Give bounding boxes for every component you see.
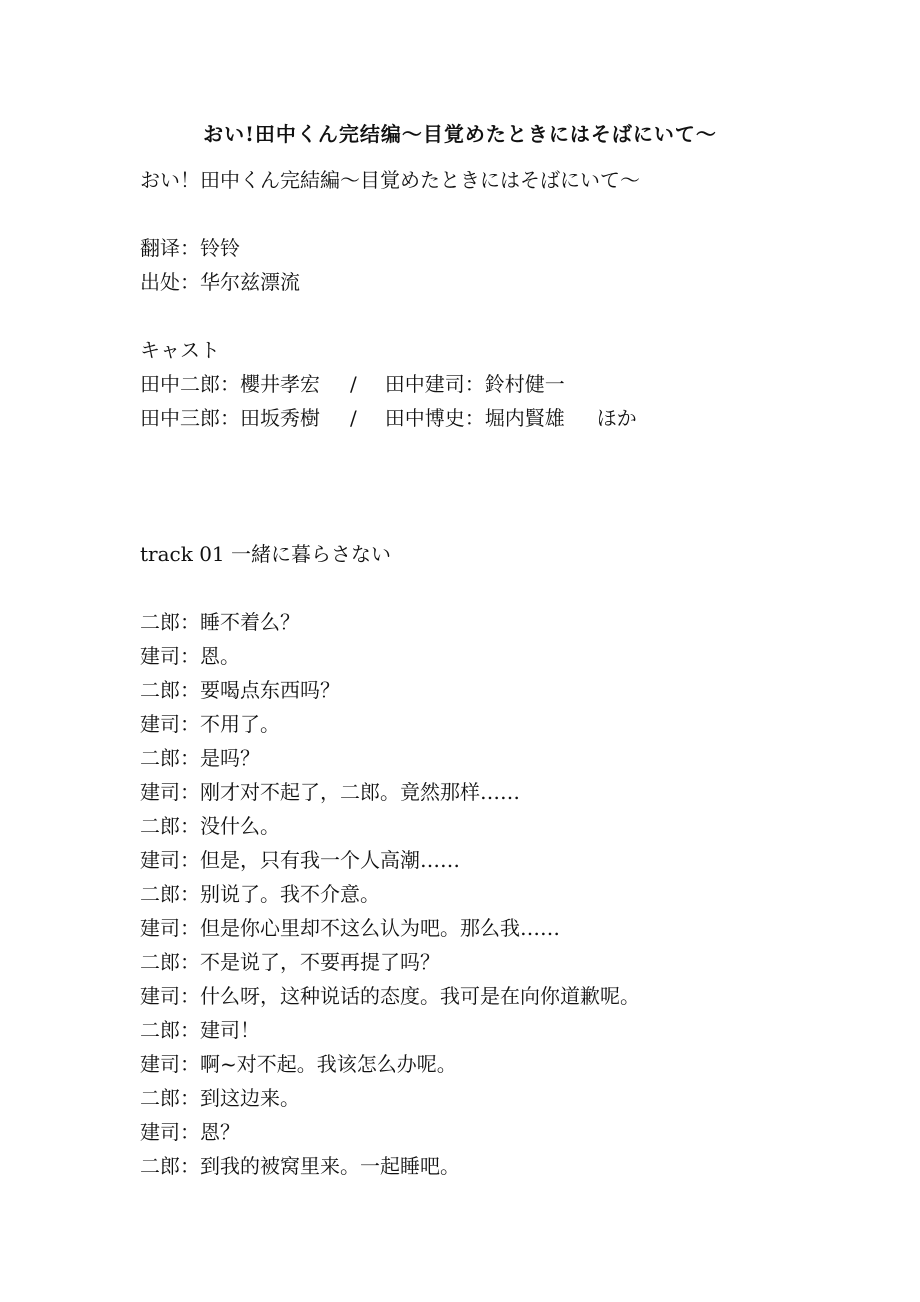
cast-separator: / <box>350 372 357 396</box>
dialogue-line: 二郎：建司！ <box>140 1018 260 1042</box>
dialogue-list <box>140 605 880 1183</box>
cast-entry: 田中博史：堀内賢雄 <box>384 406 565 430</box>
dialogue-line: 建司：但是你心里却不这么认为吧。那么我…… <box>140 916 560 940</box>
track-heading: track 01 一緒に暮らさない <box>140 542 392 566</box>
dialogue-line: 二郎：到这边来。 <box>140 1086 300 1110</box>
document-subtitle: おい！田中くん完結編〜目覚めたときにはそばにいて〜 <box>140 168 640 192</box>
document-body <box>140 163 880 1183</box>
cast-heading: キャスト <box>140 338 220 362</box>
dialogue-line: 建司：刚才对不起了，二郎。竟然那样…… <box>140 780 520 804</box>
dialogue-line: 建司：恩。 <box>140 644 240 668</box>
dialogue-line: 建司：什么呀，这种说话的态度。我可是在向你道歉呢。 <box>140 984 640 1008</box>
translator-credit: 翻译：铃铃 <box>140 236 240 260</box>
dialogue-line: 二郎：别说了。我不介意。 <box>140 882 380 906</box>
dialogue-line: 建司：恩？ <box>140 1120 240 1144</box>
dialogue-line: 二郎：睡不着么？ <box>140 610 300 634</box>
dialogue-line: 二郎：是吗？ <box>140 746 260 770</box>
cast-row <box>140 401 880 435</box>
cast-separator: / <box>350 406 357 430</box>
spacer <box>140 435 880 537</box>
spacer <box>140 197 880 231</box>
dialogue-line: 二郎：不是说了，不要再提了吗？ <box>140 950 440 974</box>
spacer <box>140 299 880 333</box>
spacer <box>140 571 880 605</box>
document-title: おい!田中くん完结编〜目覚めたときにはそばにいて〜 <box>203 122 717 146</box>
cast-entry: 田中三郎：田坂秀樹 <box>140 406 320 430</box>
cast-others: ほか <box>596 406 637 430</box>
cast-row <box>140 367 880 401</box>
source-credit: 出处：华尔兹漂流 <box>140 270 300 294</box>
dialogue-line: 建司：啊~对不起。我该怎么办呢。 <box>140 1052 457 1076</box>
dialogue-line: 建司：不用了。 <box>140 712 280 736</box>
dialogue-line: 二郎：没什么。 <box>140 814 280 838</box>
cast-entry: 田中建司：鈴村健一 <box>384 372 565 396</box>
cast-entry: 田中二郎：櫻井孝宏 <box>140 372 320 396</box>
dialogue-line: 建司：但是，只有我一个人高潮…… <box>140 848 460 872</box>
dialogue-line: 二郎：到我的被窝里来。一起睡吧。 <box>140 1154 460 1178</box>
dialogue-line: 二郎：要喝点东西吗？ <box>140 678 340 702</box>
